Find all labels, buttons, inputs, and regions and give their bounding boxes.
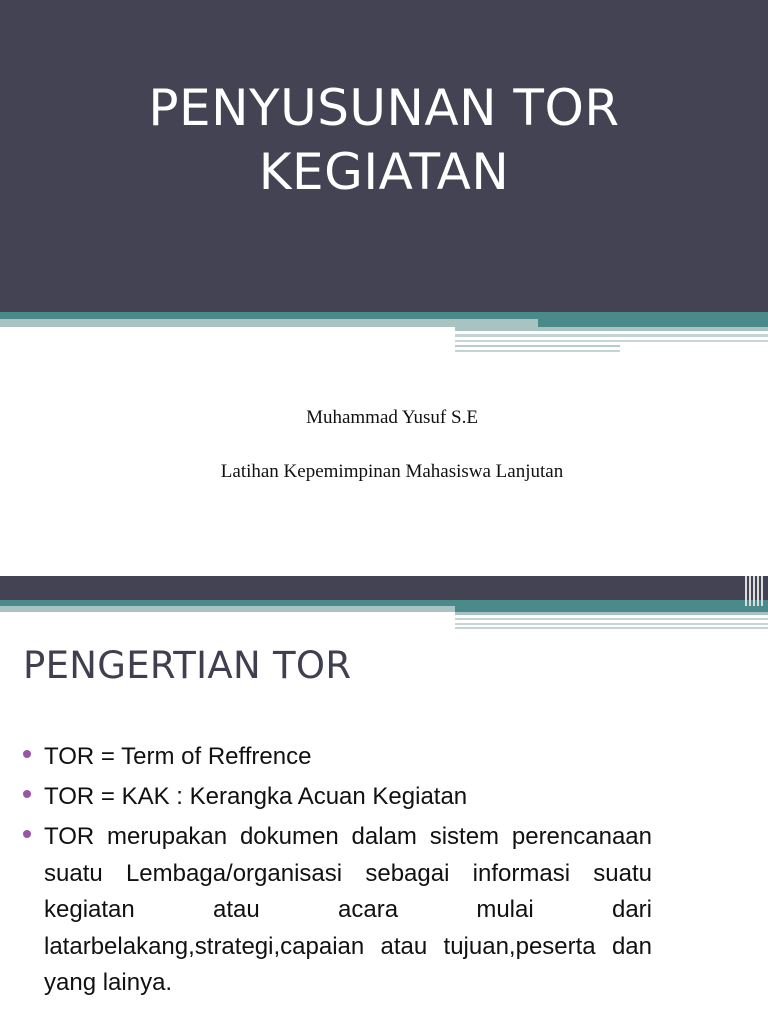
bullet-list [20,739,652,1006]
bullet-text: TOR = Term of Reffrence [44,743,312,770]
content-slide [0,576,768,1024]
slide-heading: PENGERTIAN TOR [23,644,352,687]
slide-title-line-2: KEGIATAN [258,143,510,201]
bullet-dot-icon [23,830,31,838]
bullet-item [20,779,652,815]
slide-title [0,76,768,204]
slide-title-line-1: PENYUSUNAN TOR [148,79,620,137]
author-name: Muhammad Yusuf S.E [306,407,478,428]
top-band [0,576,768,600]
bullet-text: TOR merupakan dokumen dalam sistem perencanaan suatu Lembaga/organisasi sebagai informasi suatu kegiatan atau acara mulai dari latarbelakang,strategi,capaian atau tujuan,peserta dan yang lainya. [44,823,652,996]
event-name: Latihan Kepemimpinan Mahasiswa Lanjutan [220,461,564,482]
bullet-item [20,739,652,775]
bullet-text: TOR = KAK : Kerangka Acuan Kegiatan [44,783,468,810]
bullet-item [20,819,652,1002]
bullet-dot-icon [23,750,31,758]
bullet-dot-icon [23,790,31,798]
